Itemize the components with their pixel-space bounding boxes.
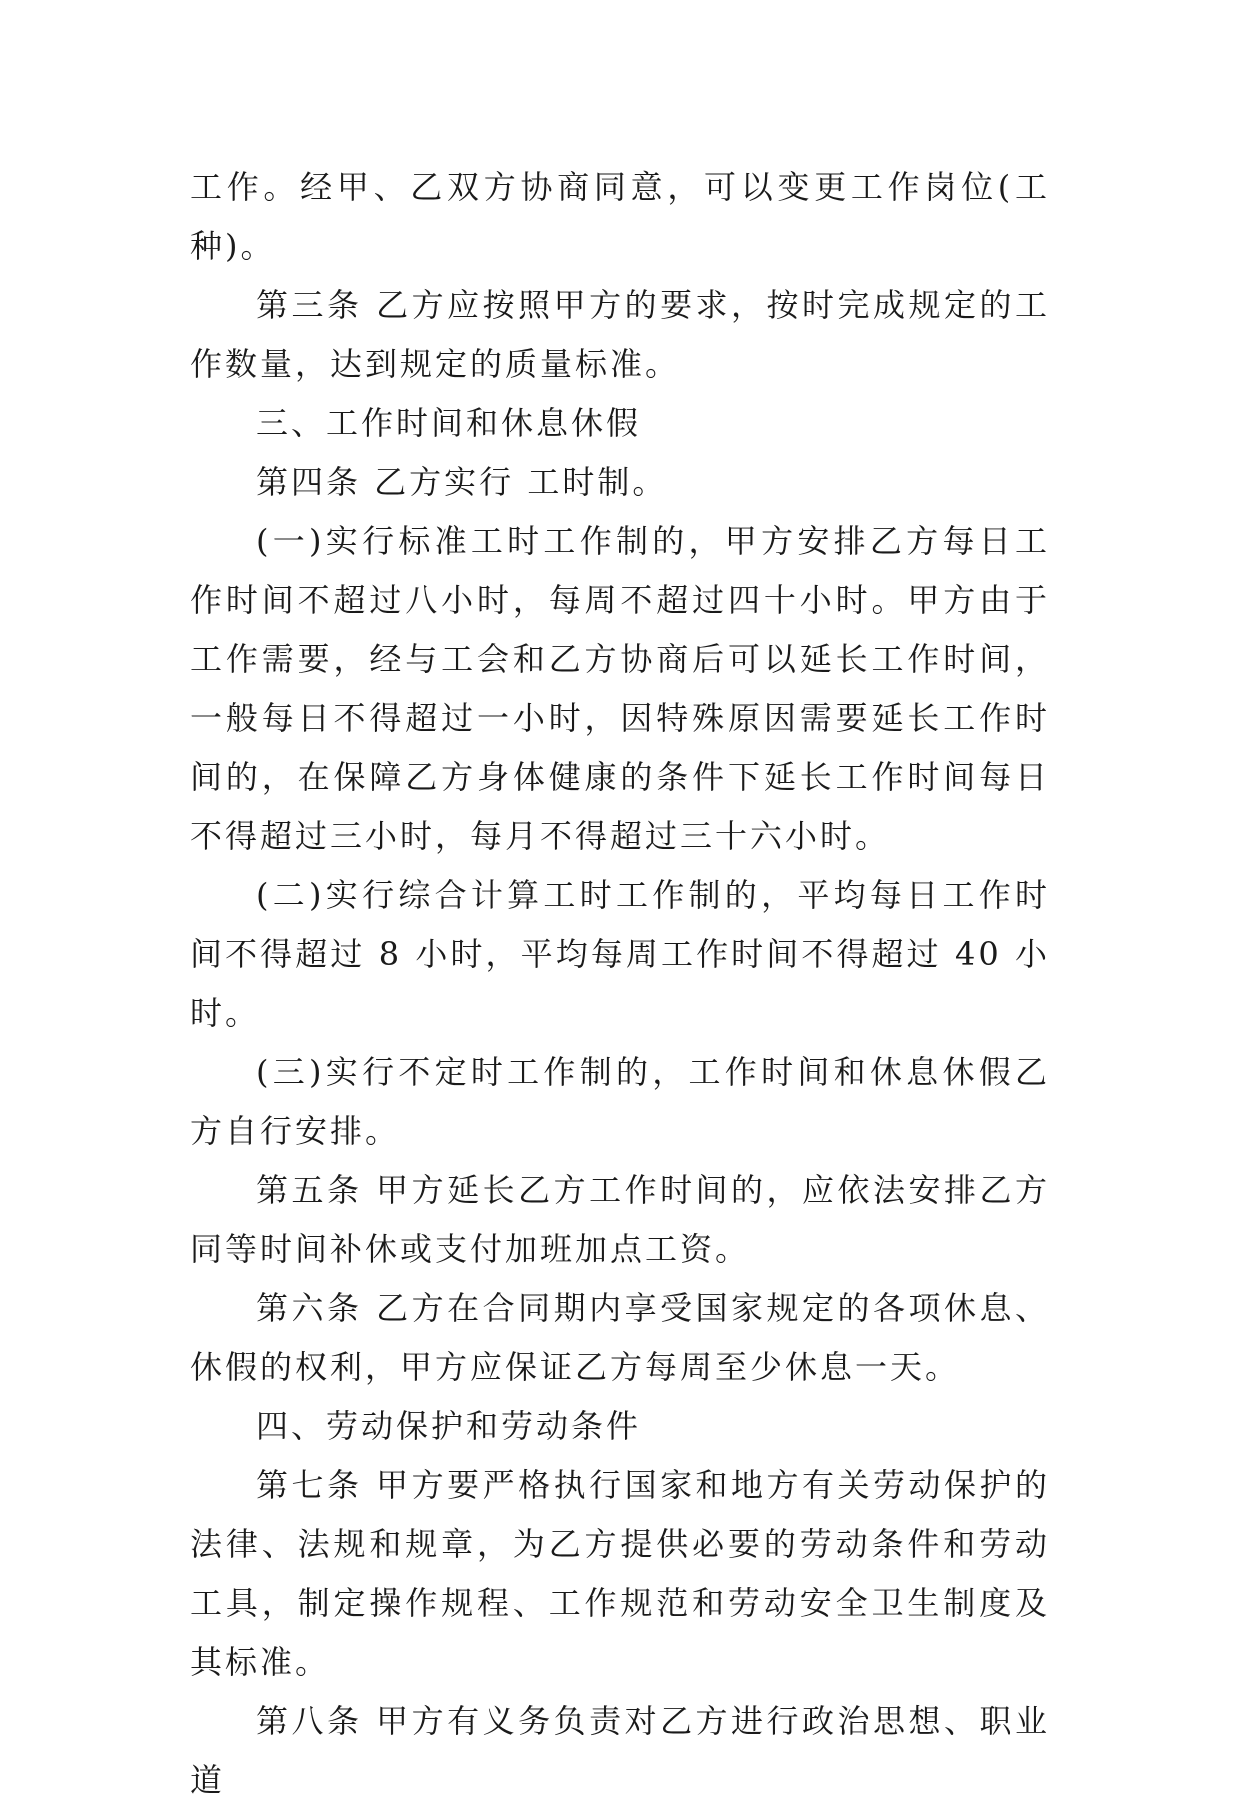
section-heading-labor-protection: 四、劳动保护和劳动条件 — [256, 1407, 642, 1445]
paragraph-article-4: 第四条 乙方实行 工时制。 — [256, 463, 668, 501]
document-body — [190, 158, 1050, 1810]
section-heading-work-hours: 三、工作时间和休息休假 — [256, 404, 642, 442]
paragraph-article-5: 第五条 甲方延长乙方工作时间的，应依法安排乙方同等时间补休或支付加班加点工资。 — [190, 1171, 1050, 1268]
paragraph-article-3: 第三条 乙方应按照甲方的要求，按时完成规定的工作数量，达到规定的质量标准。 — [190, 286, 1050, 383]
paragraph-article-6: 第六条 乙方在合同期内享受国家规定的各项休息、休假的权利，甲方应保证乙方每周至少休息一天。 — [190, 1289, 1050, 1386]
paragraph-continuation: 工作。经甲、乙双方协商同意，可以变更工作岗位(工种)。 — [190, 168, 1050, 265]
paragraph-article-7: 第七条 甲方要严格执行国家和地方有关劳动保护的法律、法规和规章，为乙方提供必要的劳动条件和劳动工具，制定操作规程、工作规范和劳动安全卫生制度及其标准。 — [190, 1466, 1050, 1681]
paragraph-article-8: 第八条 甲方有义务负责对乙方进行政治思想、职业道 — [190, 1702, 1050, 1799]
paragraph-comprehensive-hours: (二)实行综合计算工时工作制的，平均每日工作时间不得超过 8 小时，平均每周工作时间不得超过 40 小时。 — [190, 876, 1050, 1032]
paragraph-flexible-hours: (三)实行不定时工作制的，工作时间和休息休假乙方自行安排。 — [190, 1053, 1050, 1150]
paragraph-standard-hours: (一)实行标准工时工作制的，甲方安排乙方每日工作时间不超过八小时，每周不超过四十小时。甲方由于工作需要，经与工会和乙方协商后可以延长工作时间，一般每日不得超过一小时，因特殊原因需要延长工作时间的，在保障乙方身体健康的条件下延长工作时间每日不得超过三小时，每月不得超过三十六小时。 — [190, 522, 1050, 855]
